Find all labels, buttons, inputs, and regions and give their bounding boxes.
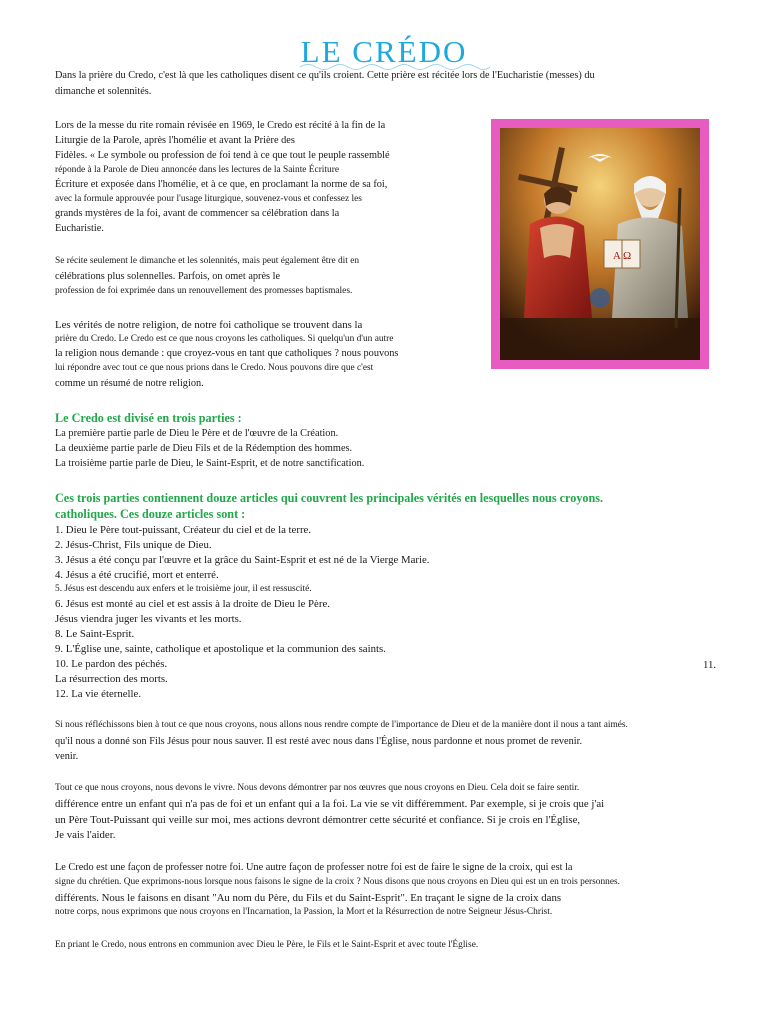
article-item: La résurrection des morts. (55, 673, 168, 685)
body-line: Eucharistie. (55, 223, 104, 234)
article-item: 4. Jésus a été crucifié, mort et enterré. (55, 569, 219, 581)
articles-heading: Ces trois parties contiennent douze articles qui couvrent les principales vérités en lesquelles nous croyons. (55, 491, 604, 505)
articles-heading: catholiques. Ces douze articles sont : (55, 507, 246, 521)
svg-text:A Ω: A Ω (612, 250, 632, 262)
body-line: réponde à la Parole de Dieu annoncée dans les lectures de la Sainte Écriture (55, 165, 339, 175)
article-item: 8. Le Saint-Esprit. (55, 628, 135, 640)
article-item: Jésus viendra juger les vivants et les morts. (55, 613, 242, 625)
body-line: Fidèles. « Le symbole ou profession de foi tend à ce que tout le peuple rassemblé (55, 150, 390, 161)
intro-line: dimanche et solennités. (55, 86, 152, 97)
body-line: Si nous réfléchissons bien à tout ce que nous croyons, nous allons nous rendre compte de l'importance de Dieu et de la manière dont il nous a tant aimés. (55, 720, 628, 730)
body-line: différence entre un enfant qui n'a pas de foi et un enfant qui a la foi. La vie se vit différemment. Par exemple, si je crois que j'ai (55, 798, 605, 810)
body-line: différents. Nous le faisons en disant "Au nom du Père, du Fils et du Saint-Esprit". En traçant le signe de la croix dans (55, 892, 562, 904)
body-line: Lors de la messe du rite romain révisée en 1969, le Credo est récité à la fin de la (55, 120, 386, 131)
trinity-painting-frame (491, 119, 709, 369)
article-item: 10. Le pardon des péchés. (55, 658, 168, 670)
body-line: célébrations plus solennelles. Parfois, on omet après le (55, 271, 281, 282)
body-line: Tout ce que nous croyons, nous devons le vivre. Nous devons démontrer par nos œuvres que nous croyons en Dieu. Cela doit se faire sentir. (55, 783, 580, 793)
body-line: avec la formule approuvée pour l'usage liturgique, souvenez-vous et confessez les (55, 194, 362, 204)
part-item: La deuxième partie parle de Dieu Fils et de la Rédemption des hommes. (55, 443, 353, 454)
article-11-number: 11. (703, 659, 717, 671)
article-item: 3. Jésus a été conçu par l'œuvre et la grâce du Saint-Esprit et est né de la Vierge Marie. (55, 554, 430, 566)
body-line: prière du Credo. Le Credo est ce que nous croyons les catholiques. Si quelqu'un d'un autre (55, 334, 394, 344)
body-line: venir. (55, 751, 79, 762)
intro-line: Dans la prière du Credo, c'est là que les catholiques disent ce qu'ils croient. Cette prière est récitée lors de l'Eucharistie (messes) du (55, 70, 595, 81)
body-line: Je vais l'aider. (55, 829, 116, 841)
body-line: Liturgie de la Parole, après l'homélie et avant la Prière des (55, 135, 295, 146)
body-line: Se récite seulement le dimanche et les solennités, mais peut également être dit en (55, 256, 360, 266)
body-line: signe du chrétien. Que exprimons-nous lorsque nous faisons le signe de la croix ? Nous disons que nous croyons en Dieu qui est un en trois personnes. (55, 877, 621, 887)
parts-heading: Le Credo est divisé en trois parties : (55, 411, 242, 425)
part-item: La première partie parle de Dieu le Père et de l'œuvre de la Création. (55, 428, 339, 439)
body-line: Le Credo est une façon de professer notre foi. Une autre façon de professer notre foi est de faire le signe de la croix, qui est la (55, 862, 573, 873)
body-line: lui répondre avec tout ce que nous prions dans le Credo. Nous pouvons dire que c'est (55, 363, 374, 373)
body-line: Écriture et exposée dans l'homélie, et à ce que, en proclamant la norme de sa foi, (55, 179, 388, 190)
body-line: Les vérités de notre religion, de notre foi catholique se trouvent dans la (55, 319, 363, 331)
article-item: 5. Jésus est descendu aux enfers et le troisième jour, il est ressuscité. (55, 584, 312, 594)
body-line: comme un résumé de notre religion. (55, 378, 204, 389)
article-item: 2. Jésus-Christ, Fils unique de Dieu. (55, 539, 212, 551)
body-line: qu'il nous a donné son Fils Jésus pour nous sauver. Il est resté avec nous dans l'Église, nous pardonne et nous promet de revenir. (55, 736, 583, 747)
body-line: la religion nous demande : que croyez-vous en tant que catholiques ? nous pouvons (55, 348, 399, 359)
trinity-painting-icon (500, 128, 700, 360)
article-item: 1. Dieu le Père tout-puissant, Créateur du ciel et de la terre. (55, 524, 312, 536)
body-line: grands mystères de la foi, avant de commencer sa célébration dans la (55, 208, 340, 219)
article-item: 9. L'Église une, sainte, catholique et apostolique et la communion des saints. (55, 643, 386, 655)
closing-line: En priant le Credo, nous entrons en communion avec Dieu le Père, le Fils et le Saint-Esprit et avec toute l'Église. (55, 940, 479, 950)
page-title: LE CRÉDO (300, 34, 468, 69)
body-line: notre corps, nous exprimons que nous croyons en l'Incarnation, la Passion, la Mort et la Résurrection de notre Seigneur Jésus-Christ. (55, 907, 553, 917)
article-item: 6. Jésus est monté au ciel et est assis à la droite de Dieu le Père. (55, 598, 330, 610)
part-item: La troisième partie parle de Dieu, le Saint-Esprit, et de notre sanctification. (55, 458, 365, 469)
article-item: 12. La vie éternelle. (55, 688, 142, 700)
body-line: un Père Tout-Puissant qui veille sur moi, mes actions devront démontrer cette sécurité et confiance. Si je crois en l'Église, (55, 814, 581, 826)
body-line: profession de foi exprimée dans un renouvellement des promesses baptismales. (55, 286, 353, 296)
